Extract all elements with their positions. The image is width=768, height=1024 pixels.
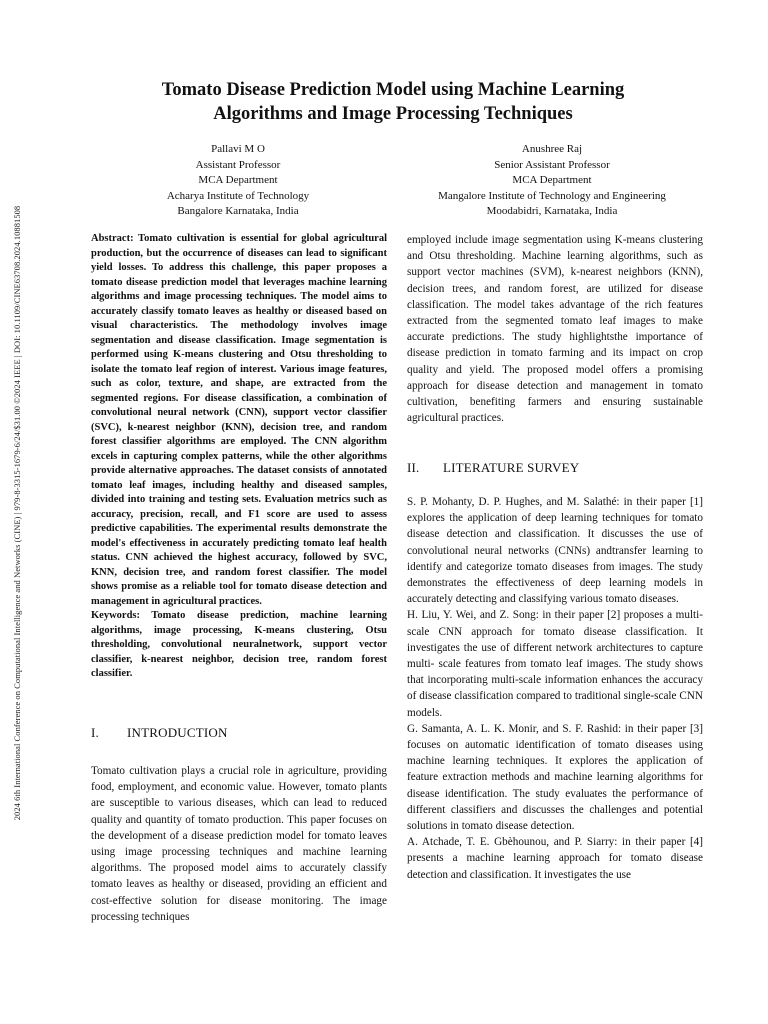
intro-paragraph: Tomato cultivation plays a crucial role in agriculture, providing food, employment, and economic value. However, tomato plants are susceptible to various diseases, which can lead to reduced quality and quantity of tomato production. This paper focuses on the development of a disease prediction model for tomato leaves using image processing techniques and machine learning algorithms. The proposed model aims to accurately classify tomato leaves as healthy or diseased, providing an efficient and cost-effective solution for disease monitoring. The image processing techniques (91, 765, 387, 923)
section-number: I. (91, 725, 99, 740)
paper-title (60, 78, 726, 126)
title-line-1: Tomato Disease Prediction Model using Machine Learning (161, 80, 625, 100)
author-role: Senior Assistant Professor (494, 158, 610, 171)
author-2 (412, 142, 692, 220)
conference-citation: 2024 6th International Conference on Computational Intelligence and Networks (CINE) | 979-8-3315-1679-6/24/$31.00 ©2024 IEEE | DOI: 10.1109/CINE63708.2024.10881508 (12, 205, 22, 821)
introduction-body (91, 763, 387, 925)
author-institution: Acharya Institute of Technology (166, 189, 310, 202)
author-institution: Mangalore Institute of Technology and Engineering (438, 189, 666, 202)
author-name: Pallavi M O (211, 143, 265, 155)
author-name: Anushree Raj (521, 143, 583, 155)
abstract-block (91, 232, 387, 682)
section-heading-introduction (91, 725, 228, 741)
conference-side-label (12, 168, 24, 858)
author-1 (128, 142, 348, 220)
introduction-continued (407, 232, 703, 426)
section-title: INTRODUCTION (127, 725, 228, 740)
abstract-text: Abstract: Tomato cultivation is essential for global agricultural production, but the occurrence of diseases can lead to significant yield losses. To address this challenge, this paper proposes a tomato disease prediction model that leverages machine learning algorithms and image processing techniques. The model aims to accurately classify tomato leaves as healthy or diseased based on visual characteristics. The methodology involves image segmentation and disease classification. Image segmentation is performed using K-means clustering and Otsu thresholding to isolate the tomato leaf region of interest. Various image features, such as color, texture, and shape, are extracted from the segmented regions. For disease classification, a combination of convolutional neural network (CNN), support vector classifier (SVC), k-nearest neighbor (KNN), decision tree, and random forest classifier algorithms are employed. The CNN algorithm excels in capturing complex patterns, while the other algorithms provide alternative approaches. The dataset consists of annotated tomato leaf images, including healthy and diseased samples, divided into training and testing sets. Evaluation metrics such as accuracy, precision, recall, and F1 score are used to assess predictive capabilities. The experimental results demonstrate the model's effectiveness in accurately predicting tomato leaf health status. CNN achieved the highest accuracy, followed by SVC, KNN, decision tree, and random forest classifier. The model shows promise as a reliable tool for tomato disease detection and management in agricultural practices. (91, 233, 387, 607)
lit-paragraph-1: S. P. Mohanty, D. P. Hughes, and M. Salathé: in their paper [1] explores the application of deep learning techniques for tomato disease detection and classification. It discusses the use of convolutional neural networks (CNNs) andtransfer learning to identify and categorize tomato diseases from images. The study demonstrates the effectiveness of deep learning models in accurately detecting and classifying various tomato diseases. (407, 496, 703, 606)
section-number: II. (407, 460, 420, 475)
author-dept: MCA Department (512, 174, 592, 186)
author-role: Assistant Professor (195, 158, 281, 171)
section-title: LITERATURE SURVEY (443, 460, 580, 475)
lit-paragraph-2: H. Liu, Y. Wei, and Z. Song: in their paper [2] proposes a multi-scale CNN approach for tomato disease classification. It investigates the use of different network architectures to capture multi- scale features from tomato leaf images. The study shows that incorporating multi-scale information enhances the accuracy of disease classification compared to traditional single-scale CNN models. (407, 609, 703, 719)
title-line-2: Algorithms and Image Processing Techniques (213, 104, 573, 124)
author-location: Bangalore Karnataka, India (177, 205, 299, 217)
intro-continued-paragraph: employed include image segmentation using K-means clustering and Otsu thresholding. Machine learning algorithms, such as support vector machines (SVM), k-nearest neighbors (KNN), decision trees, and random forest, are utilized for disease classification. The model takes advantage of the rich features extracted from the segmented tomato leaf images to make accurate predictions. The study highlightsthe importance of disease prediction in tomato farming and its impact on crop quality and yield. The proposed model offers a promising approach for disease detection and management in tomato cultivation, benefiting farmers and ensuring sustainable agricultural practices. (407, 234, 703, 425)
keywords-text: Keywords: Tomato disease prediction, machine learning algorithms, image processing, K-means clustering, Otsu thresholding, convolutional neuralnetwork, support vector classifier, k-nearest neighbor, decision tree, random forest classifier. (91, 610, 387, 679)
author-dept: MCA Department (198, 174, 278, 186)
lit-paragraph-3: G. Samanta, A. L. K. Monir, and S. F. Rashid: in their paper [3] focuses on automatic identification of tomato diseases using machine learning techniques. It explores the application of feature extraction methods and machine learning algorithms for disease identification. The study evaluates the performance of different classifiers and discusses the challenges and potential solutions in tomato disease detection. (407, 722, 703, 833)
author-location: Moodabidri, Karnataka, India (486, 205, 618, 217)
section-heading-literature-survey (407, 460, 579, 476)
literature-survey-body (407, 494, 703, 883)
author-block (0, 142, 768, 222)
lit-paragraph-4: A. Atchade, T. E. Gbèhounou, and P. Siarry: in their paper [4] presents a machine learning approach for tomato disease detection and classification. It investigates the use (407, 836, 703, 881)
